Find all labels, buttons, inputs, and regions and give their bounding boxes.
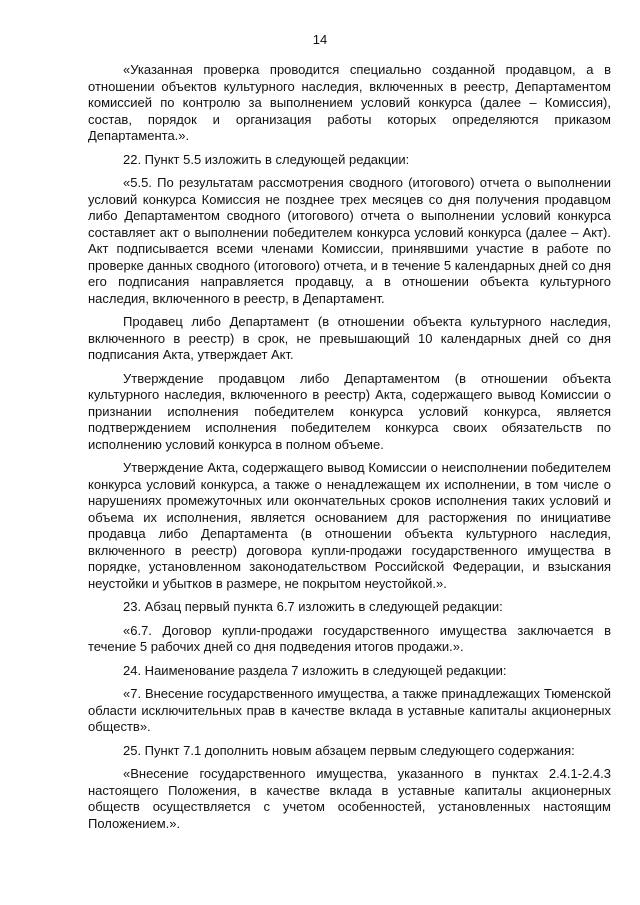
paragraph-seller-approves-act: Продавец либо Департамент (в отношении объекта культурного наследия, включенного в реестр) в срок, не превышающий 10 календарных дней со дня подписания Акта, утверждает Акт. [88, 314, 611, 362]
page-number: 14 [312, 32, 328, 47]
paragraph-item-24: 24. Наименование раздела 7 изложить в следующей редакции: [123, 662, 507, 678]
paragraph-approval-nonfulfillment: Утверждение Акта, содержащего вывод Комиссии о неисполнении победителем конкурса условий конкурса, а также о ненадлежащем их исполнении, в том числе о нарушениях промежуточных или окончательных сроков исполнения таких условий и объема их исполнения, является основанием для расторжения по инициативе продавца либо Департамента (в отношении объекта культурного наследия, включенного в реестр) договора купли-продажи государственного имущества в порядке, установленном законодательством Российской Федерации, и взыскания неустойки и убытков в размере, не покрытом неустойкой.». [88, 460, 611, 591]
paragraph-item-25: 25. Пункт 7.1 дополнить новым абзацем первым следующего содержания: [123, 742, 575, 758]
paragraph-approval-fulfillment: Утверждение продавцом либо Департаментом (в отношении объекта культурного наследия, включенного в реестр) Акта, содержащего вывод Комиссии о признании исполнения победителем конкурса условий конкурса, является подтверждением исполнения победителем конкурса своих обязательств по исполнению условий конкурса в полном объеме. [88, 370, 611, 452]
document-body [88, 62, 611, 839]
paragraph-item-23: 23. Абзац первый пункта 6.7 изложить в следующей редакции: [123, 599, 503, 614]
paragraph-clause-7-1-new: «Внесение государственного имущества, указанного в пунктах 2.4.1-2.4.3 настоящего Положения, в качестве вклада в уставные капиталы акционерных обществ осуществляется с учетом особенностей, установленных настоящим Положением.». [88, 766, 611, 831]
paragraph-section-7-title: «7. Внесение государственного имущества, а также принадлежащих Тюменской области исключительных прав в качестве вклада в уставные капиталы акционерных обществ». [88, 686, 611, 734]
paragraph-clause-6-7: «6.7. Договор купли-продажи государственного имущества заключается в течение 5 рабочих дней со дня подведения итогов продажи.». [88, 622, 611, 654]
paragraph-item-22: 22. Пункт 5.5 изложить в следующей редакции: [123, 151, 410, 167]
paragraph-clause-5-5: «5.5. По результатам рассмотрения сводного (итогового) отчета о выполнении условий конкурса Комиссия не позднее трех месяцев со дня получения продавцом либо Департаментом сводного (итогового) отчета о выполнении условий конкурса составляет акт о выполнении победителем конкурса условий конкурса (далее – Акт). Акт подписывается всеми членами Комиссии, принявшими участие в работе по проверке данных сводного (итогового) отчета, и в течение 5 календарных дней со дня его подписания направляется продавцу, а в отношении объекта культурного наследия, включенного в реестр, в Департамент. [88, 175, 611, 306]
paragraph-review-commission: «Указанная проверка проводится специально созданной продавцом, а в отношении объектов культурного наследия, включенных в реестр, Департаментом комиссией по контролю за выполнением условий конкурса (далее – Комиссия), состав, порядок и организация работы которых определяются приказом Департамента.». [88, 62, 611, 143]
